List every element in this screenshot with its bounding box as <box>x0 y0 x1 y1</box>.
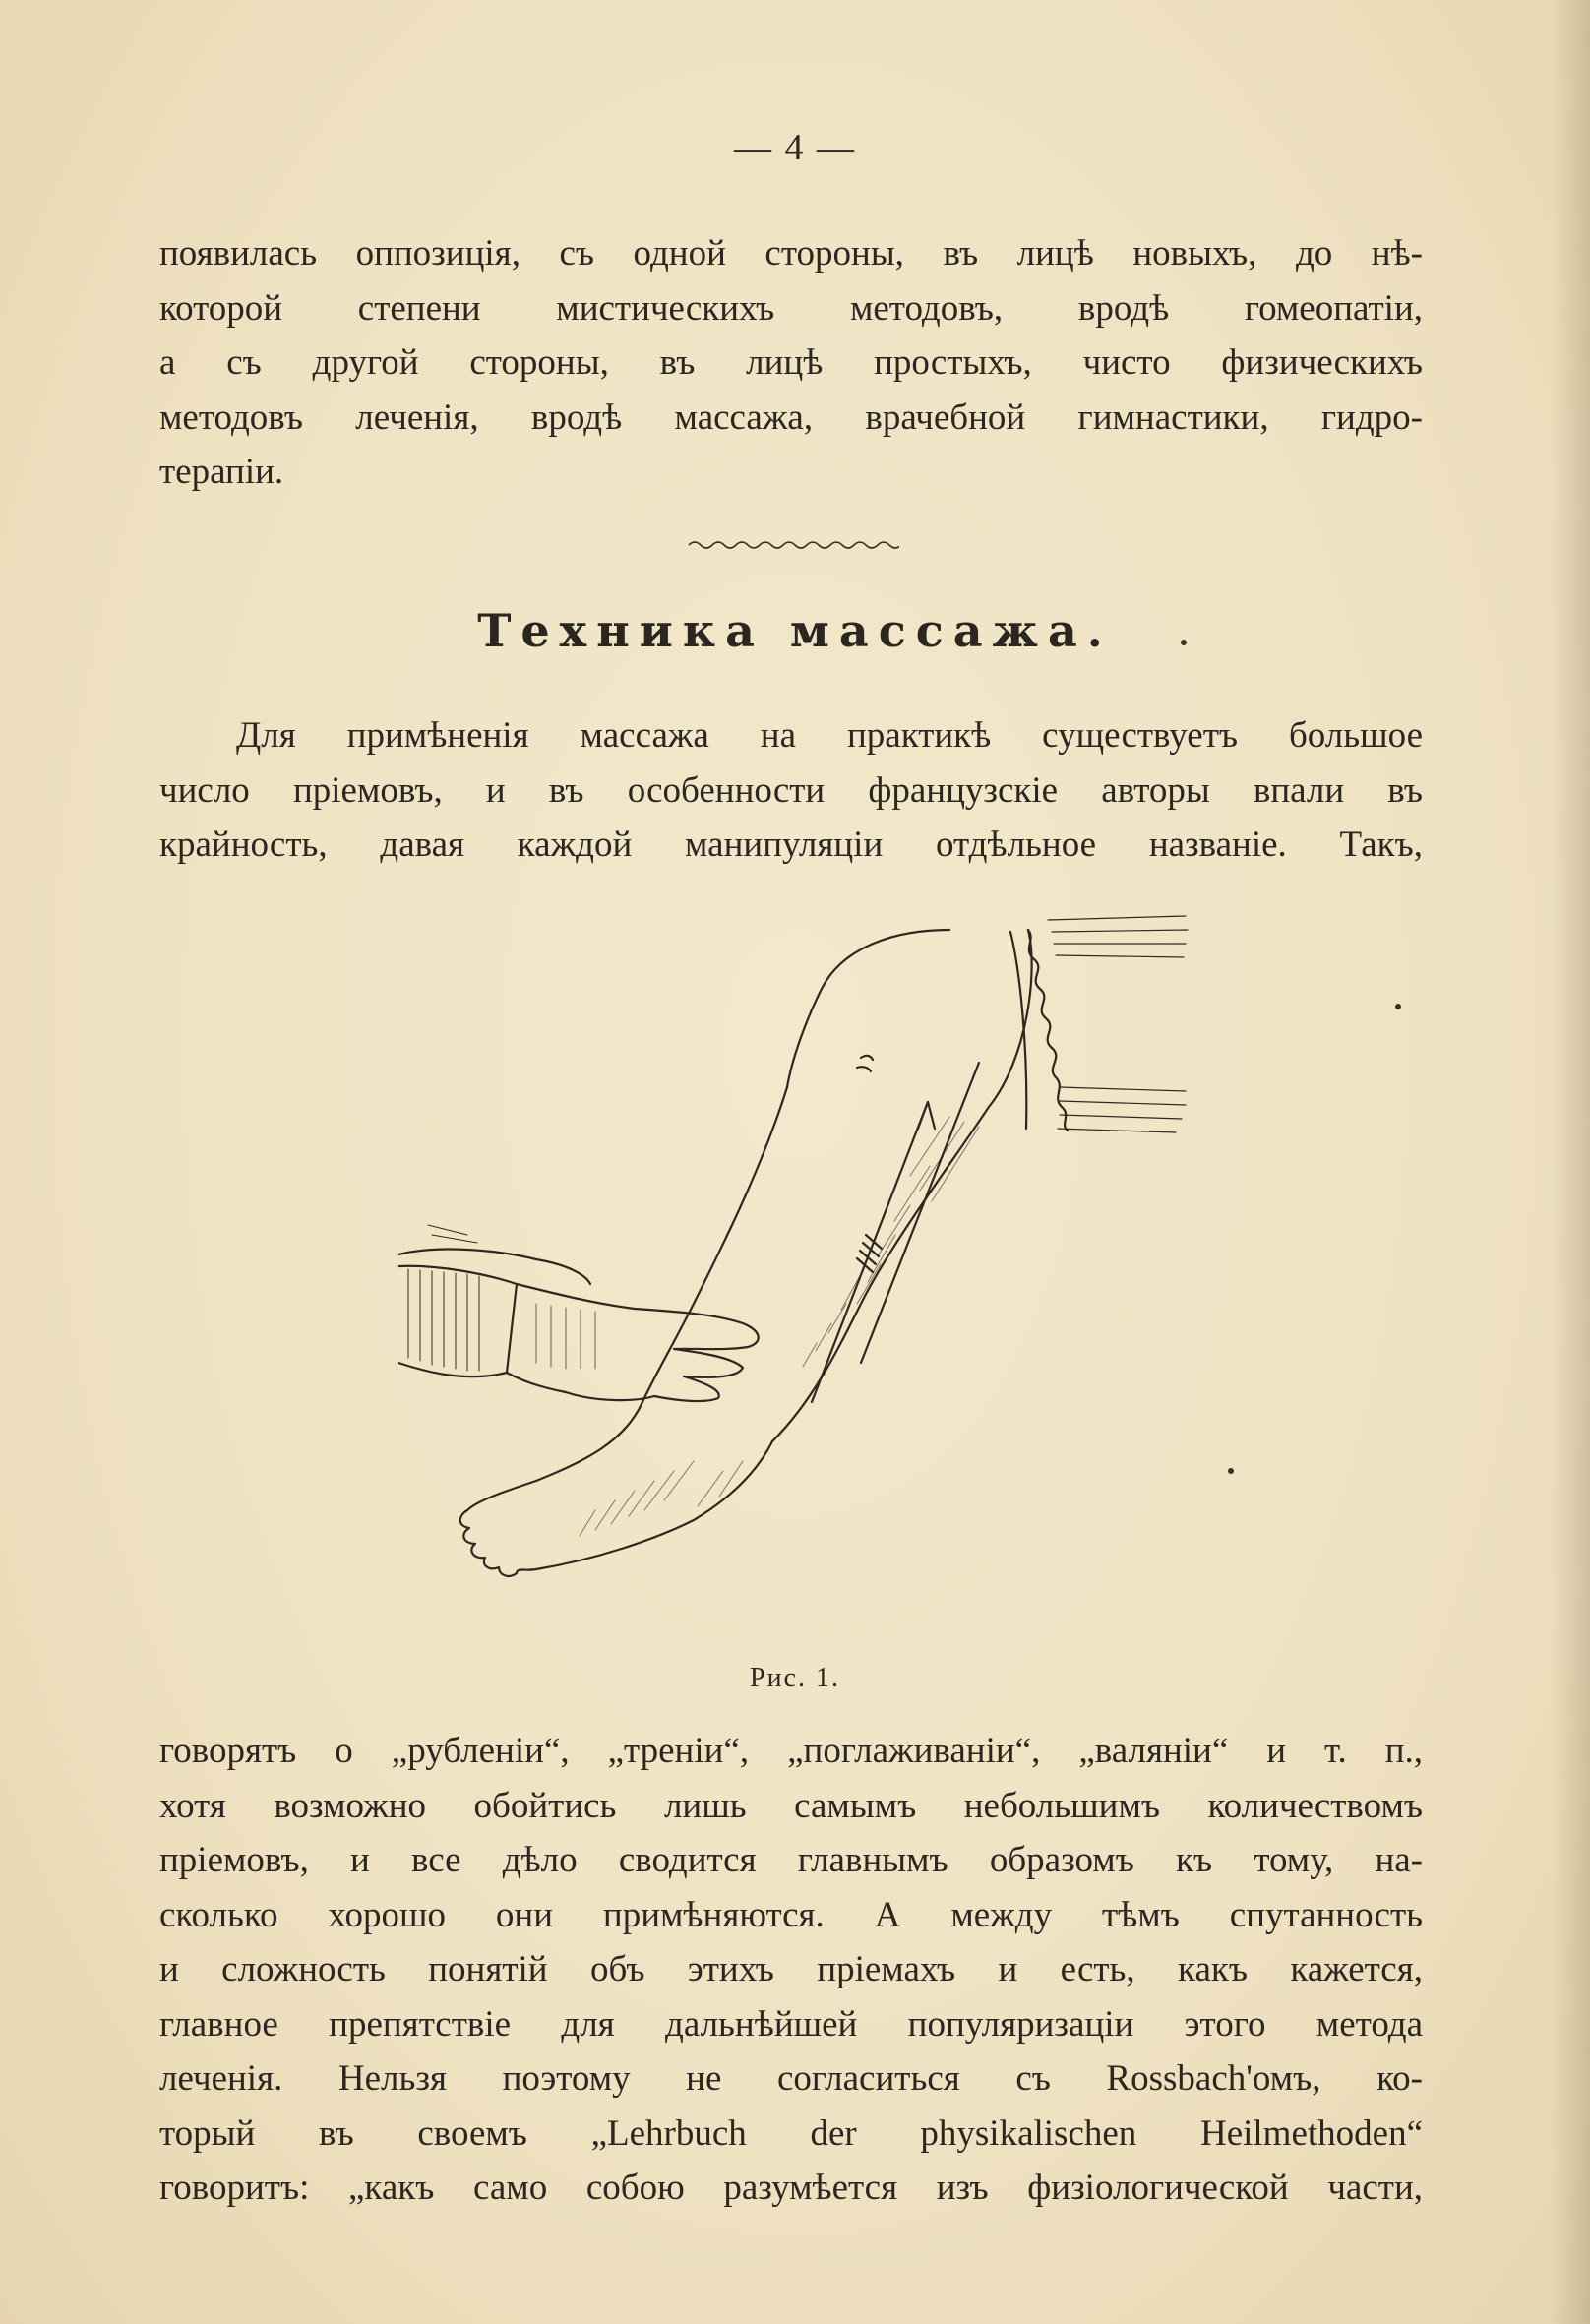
hand-outline <box>507 1284 759 1401</box>
garter-inner <box>1010 932 1026 1129</box>
text-line: появилась оппозиція, съ одной стороны, въ лицѣ новыхъ, до нѣ- <box>159 233 1423 274</box>
text-line: главное препятствіе для дальнѣйшей популяризаціи этого метода <box>159 2003 1423 2045</box>
page-number: — 4 — <box>734 127 856 168</box>
thigh-outline <box>787 930 949 1087</box>
knee-mark <box>857 1056 873 1071</box>
text-line: число пріемовъ, и въ особенности французскіе авторы впали въ <box>159 769 1423 811</box>
wavy-divider-ornament <box>687 536 899 554</box>
hand-shading <box>536 1304 595 1369</box>
text-line: а съ другой стороны, въ лицѣ простыхъ, чисто физическихъ <box>159 342 1423 383</box>
intro-paragraph <box>159 226 1423 500</box>
garter-lace <box>1028 930 1068 1131</box>
leg-back-outline <box>772 930 1032 1441</box>
drapery-lines <box>1048 916 1188 1132</box>
leg-shading <box>803 1117 979 1367</box>
ink-speck <box>1395 1004 1401 1009</box>
stroke-direction-line-1 <box>812 1102 928 1402</box>
text-line: хотя возможно обойтись лишь самымъ небольшимъ количествомъ <box>159 1785 1423 1826</box>
text-line: говорятъ о „рубленіи“, „треніи“, „поглаживаніи“, „валяніи“ и т. п., <box>159 1731 1423 1771</box>
text-line: говоритъ: „какъ само собою разумѣется изъ физіологической части, <box>159 2168 1423 2208</box>
text-line: пріемовъ, и все дѣло сводится главнымъ образомъ къ тому, на- <box>159 1840 1423 1880</box>
text-line: терапіи. <box>159 452 284 492</box>
text-line: торый въ своемъ „Lehrbuch der physikalischen Heilmethoden“ <box>159 2112 1423 2154</box>
paragraph-techniques <box>159 708 1423 873</box>
text-line: Для примѣненія массажа на практикѣ существуетъ большое <box>236 715 1423 756</box>
massage-illustration <box>398 910 1205 1648</box>
ink-speck <box>1228 1468 1234 1474</box>
toes-outline <box>460 1510 536 1576</box>
heel-outline <box>467 1402 642 1510</box>
paragraph-rossbach <box>159 1724 1423 2216</box>
ink-speck <box>1181 640 1187 645</box>
text-line: леченія. Нельзя поэтому не согласиться съ Rossbach'омъ, ко- <box>159 2058 1423 2099</box>
ankle-outline <box>536 1441 772 1569</box>
page-edge-shadow <box>1551 0 1590 2324</box>
section-title: Техника массажа. <box>477 604 1113 657</box>
sleeve-shading <box>408 1225 479 1371</box>
sleeve-cuff <box>398 1266 517 1376</box>
text-line: которой степени мистическихъ методовъ, вродѣ гомеопатіи, <box>159 287 1423 329</box>
text-line: крайность, давая каждой манипуляціи отдѣльное названіе. Такъ, <box>159 825 1423 865</box>
text-line: и сложность понятій объ этихъ пріемахъ и есть, какъ кажется, <box>159 1949 1423 1989</box>
stroke-direction-line-2 <box>861 1063 979 1363</box>
figure-caption: Рис. 1. <box>750 1663 840 1693</box>
text-line: сколько хорошо они примѣняются. А между тѣмъ спутанность <box>159 1894 1423 1935</box>
text-line: методовъ леченія, вродѣ массажа, врачебной гимнастики, гидро- <box>159 397 1423 438</box>
foot-shading <box>580 1461 743 1536</box>
stroke-direction-arrowhead-1 <box>918 1102 935 1129</box>
